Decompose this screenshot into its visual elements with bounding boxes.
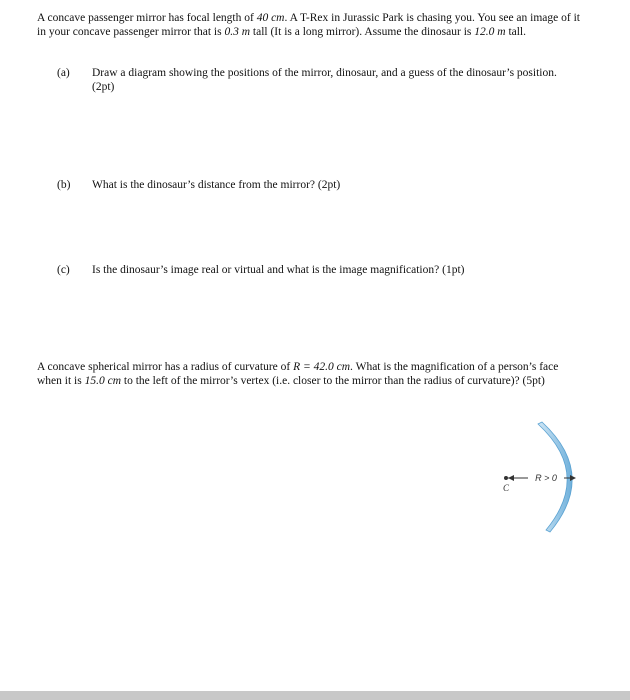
problem-1-statement xyxy=(37,11,582,39)
center-of-curvature-dot xyxy=(504,476,508,480)
radius-of-curvature-value: R = 42.0 cm xyxy=(293,361,351,373)
radius-label: R > 0 xyxy=(535,473,557,483)
focal-length-value: 40 cm xyxy=(256,12,285,24)
problem-2-statement xyxy=(37,360,582,388)
problem-1-text-d: tall. xyxy=(505,26,527,38)
part-a-letter: (a) xyxy=(57,67,70,79)
bottom-scrollbar[interactable] xyxy=(0,691,630,700)
part-a-text: Draw a diagram showing the positions of the mirror, dinosaur, and a guess of the dinosaur’s position. (2pt) xyxy=(92,67,557,93)
problem-2-text-a: A concave spherical mirror has a radius of curvature of xyxy=(37,361,294,373)
problem-1-text-c: tall (It is a long mirror). Assume the dinosaur is xyxy=(250,26,475,38)
part-c-text: Is the dinosaur’s image real or virtual and what is the image magnification? (1pt) xyxy=(92,264,465,276)
part-b-text: What is the dinosaur’s distance from the mirror? (2pt) xyxy=(92,179,341,191)
concave-mirror-figure xyxy=(490,418,600,536)
part-c-letter: (c) xyxy=(57,264,70,276)
problem-2-text-c: to the left of the mirror’s vertex (i.e. closer to the mirror than the radius of curvature)? (5pt) xyxy=(121,375,545,387)
dinosaur-height-value: 12.0 m xyxy=(474,26,506,38)
radius-arrow-left-head xyxy=(508,475,514,481)
radius-arrow-right-head xyxy=(570,475,576,481)
part-b-letter: (b) xyxy=(57,179,71,191)
center-of-curvature-label: C xyxy=(502,483,510,493)
image-height-value: 0.3 m xyxy=(224,26,251,38)
problem-1-text-b: . A T-Rex in Jurassic Park is chasing you. You see an image of it in your concave passenger mirror that is xyxy=(37,12,580,38)
object-distance-value: 15.0 cm xyxy=(84,375,122,387)
problem-2-text-b: . What is the magnification of a person’s face when it is xyxy=(37,361,559,387)
problem-1-text-a: A concave passenger mirror has focal length of xyxy=(37,12,257,24)
